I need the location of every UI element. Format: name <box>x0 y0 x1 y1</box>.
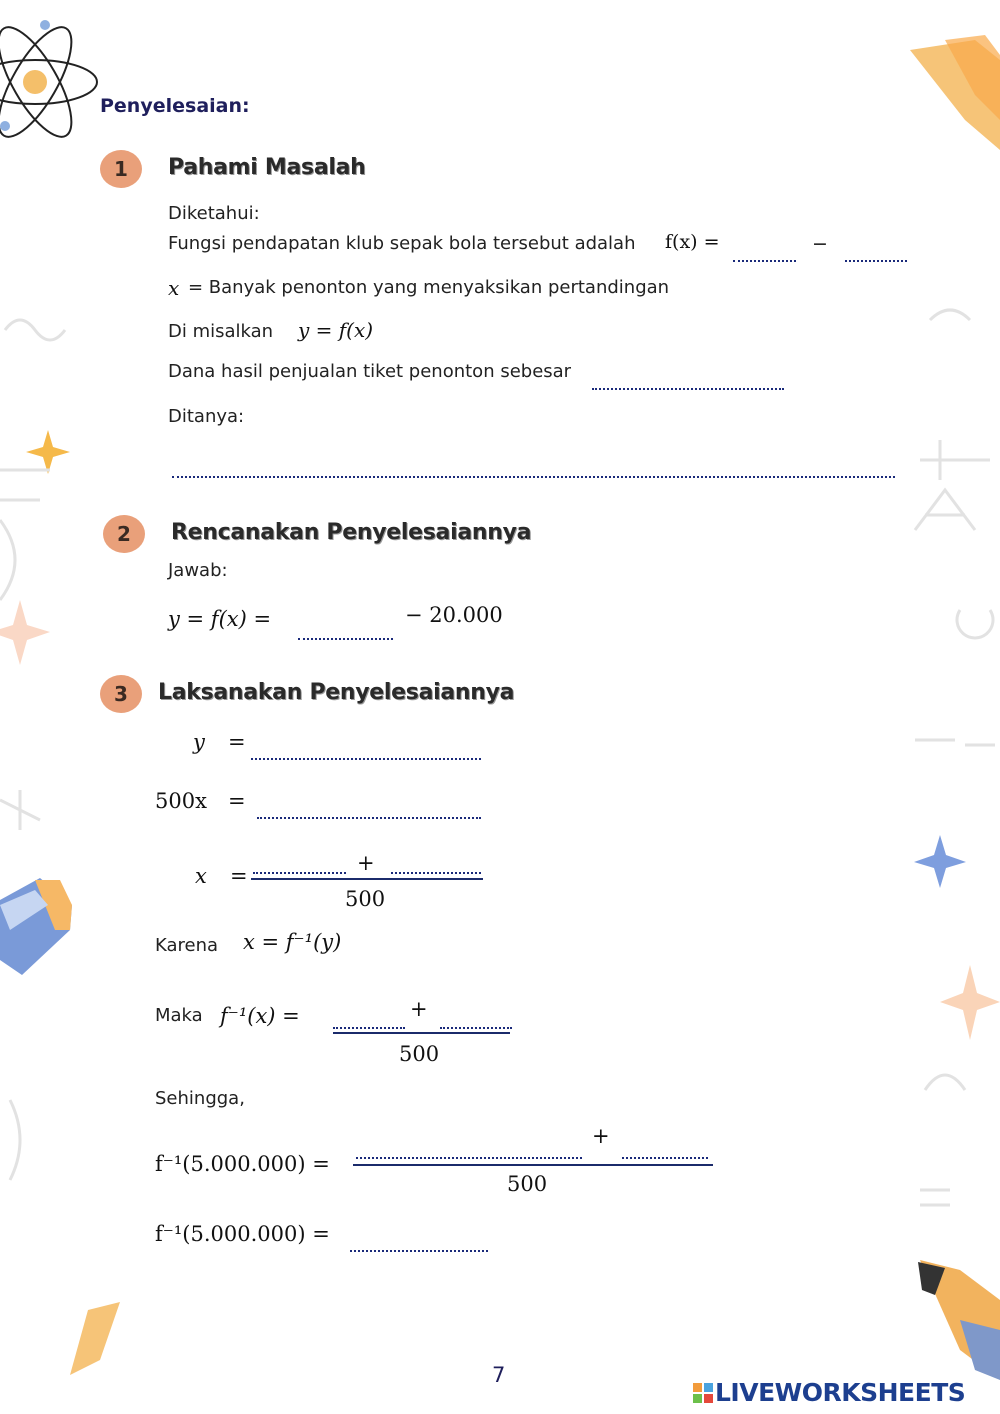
row-500x-blank[interactable] <box>257 815 481 819</box>
step-2-badge: 2 <box>103 515 145 553</box>
eraser-icon <box>0 878 72 975</box>
row-x-fraction-bar <box>251 878 483 880</box>
revenue-blank-2[interactable] <box>845 258 907 262</box>
maka-numerator-blank-1[interactable] <box>333 1025 405 1029</box>
page-number: 7 <box>492 1363 506 1387</box>
row-y-left: y <box>193 730 205 754</box>
final-2-left: f⁻¹(5.000.000) = <box>155 1222 330 1246</box>
ticket-sales-blank[interactable] <box>592 386 784 390</box>
sehingga-text: Sehingga, <box>155 1088 245 1109</box>
minus-sign: − <box>812 233 828 255</box>
pencil-small-icon <box>70 1302 120 1375</box>
final-1-numerator-blank-2[interactable] <box>622 1155 708 1159</box>
step-2-heading: Rencanakan Penyelesaiannya <box>171 520 532 545</box>
atom-icon <box>0 17 97 146</box>
x-variable: x <box>168 276 180 300</box>
step-3-heading: Laksanakan Penyelesaiannya <box>158 680 515 705</box>
ticket-sales-text: Dana hasil penjualan tiket penonton sebesar <box>168 361 572 382</box>
maka-text: Maka <box>155 1005 203 1026</box>
maka-numerator-blank-2[interactable] <box>440 1025 512 1029</box>
step-3-badge: 3 <box>100 675 142 713</box>
final-1-left: f⁻¹(5.000.000) = <box>155 1152 330 1176</box>
revenue-function-math: f(x) = <box>665 231 720 253</box>
sparkle-icon <box>914 835 966 888</box>
plan-equation-right: − 20.000 <box>405 603 503 627</box>
sparkle-icon <box>26 430 70 474</box>
asked-label: Ditanya: <box>168 406 245 427</box>
x-definition: = Banyak penonton yang menyaksikan pertandingan <box>188 277 670 298</box>
final-1-numerator-blank-1[interactable] <box>356 1155 582 1159</box>
row-500x-left: 500x <box>155 789 207 813</box>
liveworksheets-logo[interactable] <box>693 1378 965 1407</box>
liveworksheets-icon <box>693 1383 713 1403</box>
karena-math: x = f⁻¹(y) <box>243 930 342 954</box>
revenue-blank-1[interactable] <box>733 258 796 262</box>
row-x-numerator-blank-2[interactable] <box>391 870 481 874</box>
final-1-plus: + <box>592 1124 610 1148</box>
karena-text: Karena <box>155 935 219 956</box>
known-label: Diketahui: <box>168 203 260 224</box>
row-y-blank[interactable] <box>251 756 481 760</box>
maka-denominator: 500 <box>399 1042 440 1066</box>
step-1-heading: Pahami Masalah <box>168 155 366 180</box>
maka-fraction-bar <box>333 1032 510 1034</box>
asked-blank[interactable] <box>172 474 895 478</box>
sparkle-icon <box>940 965 1000 1040</box>
final-1-denominator: 500 <box>507 1172 548 1196</box>
answer-label: Jawab: <box>168 560 228 581</box>
row-x-equals: = <box>230 864 248 888</box>
pencil-icon <box>910 35 1000 150</box>
math-doodles <box>0 310 995 1205</box>
sparkle-icon <box>0 600 50 665</box>
maka-math: f⁻¹(x) = <box>220 1004 300 1028</box>
final-1-fraction-bar <box>353 1164 713 1166</box>
row-y-equals: = <box>228 730 246 754</box>
row-x-numerator-blank-1[interactable] <box>253 870 346 874</box>
assume-text: Di misalkan <box>168 321 274 342</box>
final-2-blank[interactable] <box>350 1248 488 1252</box>
maka-plus: + <box>410 997 428 1021</box>
plan-equation-left: y = f(x) = <box>168 607 272 631</box>
assume-math: y = f(x) <box>298 318 374 342</box>
row-x-plus: + <box>357 851 375 875</box>
revenue-function-text: Fungsi pendapatan klub sepak bola tersebut adalah <box>168 233 636 254</box>
plan-equation-blank[interactable] <box>298 636 393 640</box>
row-x-left: x <box>195 864 207 888</box>
liveworksheets-brand: LIVEWORKSHEETS <box>715 1378 966 1407</box>
row-500x-equals: = <box>228 789 246 813</box>
step-1-badge: 1 <box>100 150 142 188</box>
row-x-denominator: 500 <box>345 887 386 911</box>
pencil-large-icon <box>918 1260 1000 1380</box>
page-title: Penyelesaian: <box>100 95 250 117</box>
